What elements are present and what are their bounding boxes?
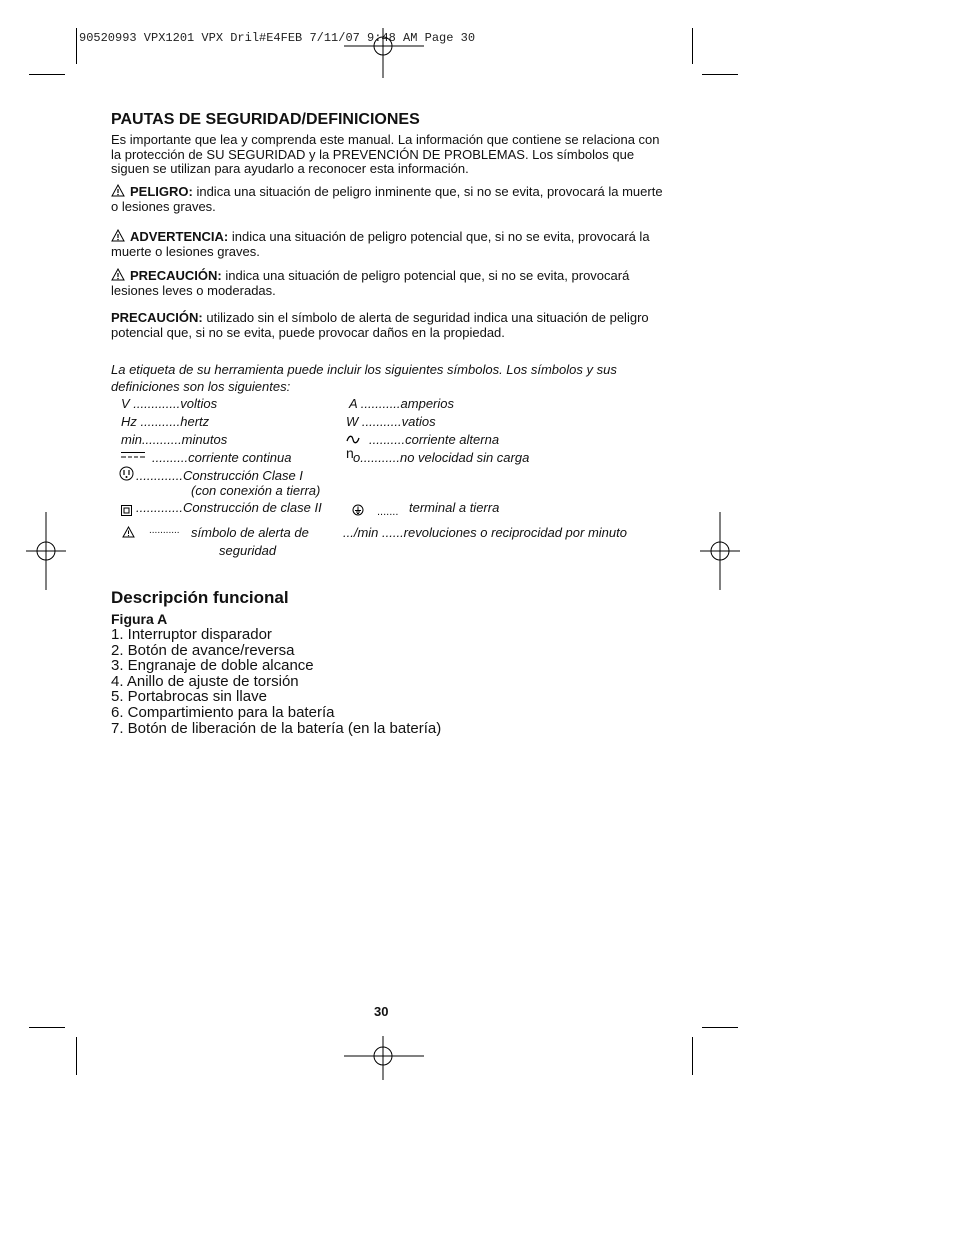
list-item: 6. Compartimiento para la batería <box>111 703 335 721</box>
print-slug: 90520993 VPX1201 VPX Dril#E4FEB 7/11/07 9:48 AM Page 30 <box>79 31 476 45</box>
symbol-alert-line2: seguridad <box>219 543 277 558</box>
page-number: 30 <box>374 1004 389 1019</box>
ground-icon <box>352 504 364 516</box>
symbol-amperes: A ...........amperios <box>349 396 454 411</box>
list-item: 5. Portabrocas sin llave <box>111 688 267 706</box>
symbol-rpm: .../min ......revoluciones o reciprocidad por minuto <box>343 525 627 540</box>
ac-icon <box>346 435 360 444</box>
definition-text: indica una situación de peligro potencial que, si no se evita, provocará la muerte o lesiones graves. <box>111 229 650 259</box>
definition-text: indica una situación de peligro potencial que, si no se evita, provocará lesiones leves o moderadas. <box>111 268 630 298</box>
definition-precaucion <box>111 268 671 298</box>
warning-icon <box>111 268 125 281</box>
registration-mark-icon <box>344 28 424 78</box>
registration-mark-icon <box>344 1036 424 1080</box>
symbol-n0-n: n <box>346 445 354 461</box>
symbol-ground-dots: ....... <box>377 506 399 518</box>
symbol-dc: ..........corriente continua <box>152 450 292 465</box>
symbol-no-load-speed: o...........no velocidad sin carga <box>353 450 530 465</box>
symbol-class2: .............Construcción de clase II <box>136 500 322 515</box>
symbol-ac: ..........corriente alterna <box>369 432 500 447</box>
warning-icon <box>122 526 135 538</box>
symbol-minutes: min...........minutos <box>121 432 228 447</box>
parts-list <box>111 627 441 736</box>
definition-precaucion-property <box>111 311 671 340</box>
dc-icon <box>121 451 145 459</box>
label-intro: La etiqueta de su herramienta puede incluir los siguientes símbolos. Los símbolos y sus definiciones son los siguientes: <box>111 362 617 394</box>
list-item: 2. Botón de avance/reversa <box>111 641 295 659</box>
section-title: PAUTAS DE SEGURIDAD/DEFINICIONES <box>111 111 420 128</box>
figure-label: Figura A <box>111 611 168 627</box>
definition-advertencia <box>111 229 671 259</box>
symbol-hertz: Hz ...........hertz <box>121 414 210 429</box>
warning-icon <box>111 184 125 197</box>
symbol-volts: V .............voltios <box>121 396 218 411</box>
definition-text: indica una situación de peligro inminente que, si no se evita, provocará la muerte o lesiones graves. <box>111 184 663 214</box>
list-item: 4. Anillo de ajuste de torsión <box>111 672 299 690</box>
definition-term: PELIGRO: <box>130 184 193 199</box>
registration-mark-icon <box>26 512 66 590</box>
intro-paragraph: Es importante que lea y comprenda este manual. La información que contiene se relaciona con la protección de SU SEGURIDAD y la PREVENCIÓN DE PROBLEMAS. Los símbolos que siguen se utilizan para ayudarlo a reconocer esta información. <box>111 132 660 176</box>
list-item: 7. Botón de liberación de la batería (en la batería) <box>111 719 442 737</box>
list-item: 3. Engranaje de doble alcance <box>111 657 314 675</box>
definition-peligro <box>111 184 671 214</box>
definition-term: PRECAUCIÓN: <box>130 268 222 283</box>
symbol-class1: .............Construcción Clase I <box>136 468 303 483</box>
warning-icon <box>111 229 125 242</box>
list-item: 1. Interruptor disparador <box>111 626 272 643</box>
definition-term: ADVERTENCIA: <box>130 229 229 244</box>
symbol-ground: terminal a tierra <box>409 500 500 515</box>
class2-icon <box>121 505 132 516</box>
symbol-alert-dots: ........... <box>149 525 180 536</box>
symbol-watts: W ...........vatios <box>346 414 436 429</box>
definition-term: PRECAUCIÓN: <box>111 310 203 325</box>
symbol-class1-note: (con conexión a tierra) <box>191 483 321 498</box>
class1-icon <box>119 466 134 481</box>
section-title-functional: Descripción funcional <box>111 588 289 607</box>
definition-text: utilizado sin el símbolo de alerta de seguridad indica una situación de peligro potencial que, si no se evita, puede provocar daños en la propiedad. <box>111 310 649 340</box>
registration-mark-icon <box>700 512 740 590</box>
symbol-alert: símbolo de alerta de <box>191 525 309 540</box>
